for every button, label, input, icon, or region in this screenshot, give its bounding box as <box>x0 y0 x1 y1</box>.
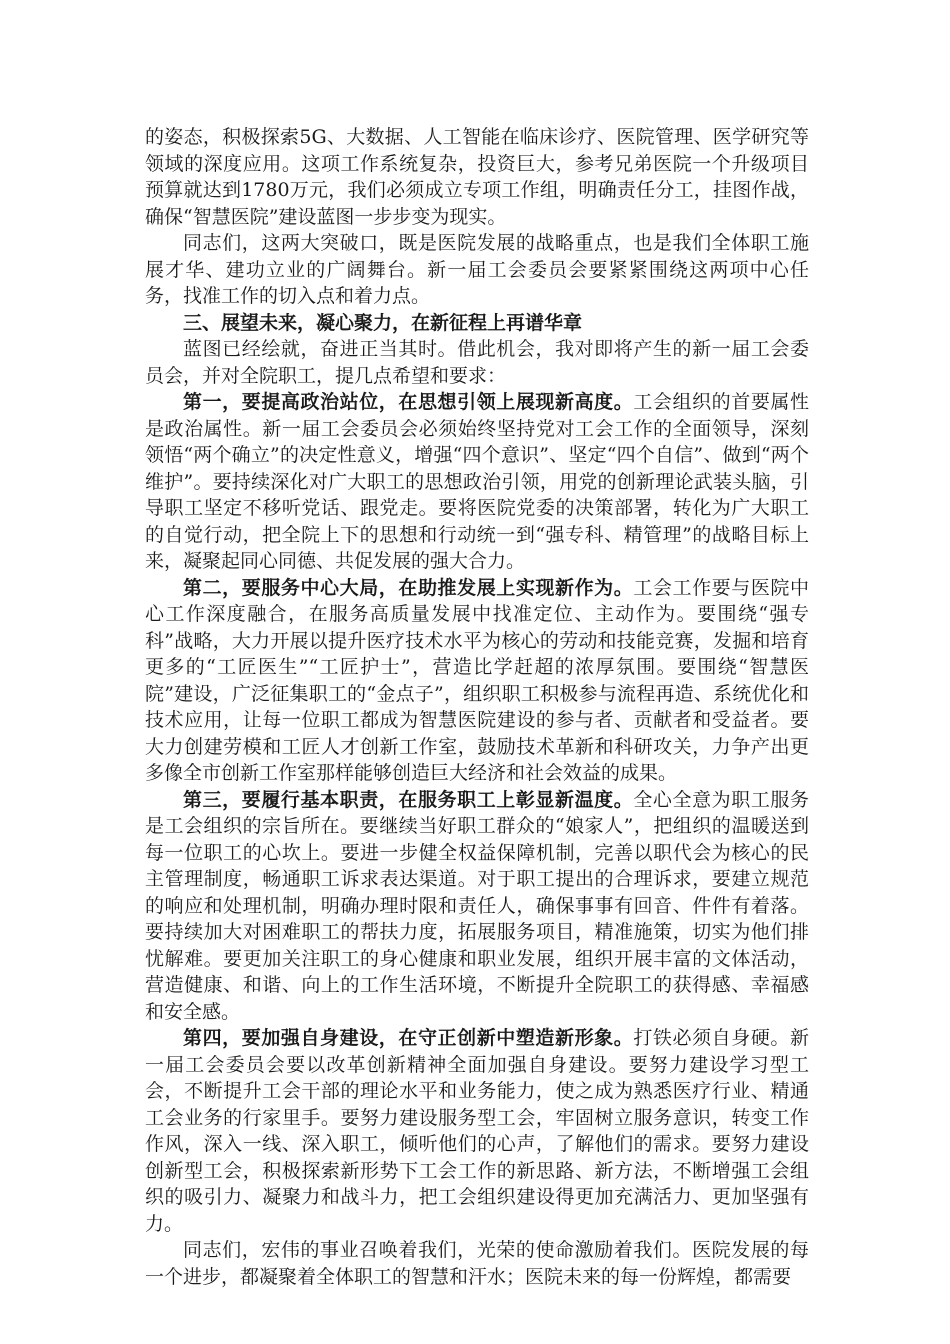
point-one-body: 工会组织的首要属性是政治属性。新一届工会委员会必须始终坚持党对工会工作的全面领导，深刻领悟“两个确立”的决定性意义，增强“四个意识”、坚定“四个自信”、做到“两个维护”。要持续深化对广大职工的思想政治引领，用党的创新理论武装头脑，引导职工坚定不移听党话、跟党走。要将医院党委的决策部署，转化为广大职工的自觉行动，把全院上下的思想和行动统一到“强专科、精管理”的战略目标上来，凝聚起同心同德、共促发展的强大合力。 <box>145 391 809 572</box>
paragraph-intro: 蓝图已经绘就，奋进正当其时。借此机会，我对即将产生的新一届工会委员会，并对全院职工，提几点希望和要求： <box>145 338 809 387</box>
point-three-lead: 第三，要履行基本职责，在服务职工上彰显新温度。 <box>183 788 634 811</box>
point-two-lead: 第二，要服务中心大局，在助推发展上实现新作为。 <box>183 576 634 599</box>
point-one-lead: 第一，要提高政治站位，在思想引领上展现新高度。 <box>183 391 634 413</box>
paragraph-point-two <box>145 575 809 787</box>
section-heading: 三、展望未来，凝心聚力，在新征程上再谱华章 <box>183 311 583 334</box>
paragraph-summary: 同志们，这两大突破口，既是医院发展的战略重点，也是我们全体职工施展才华、建功立业的广阔舞台。新一届工会委员会要紧紧围绕这两项中心任务，找准工作的切入点和着力点。 <box>145 232 809 307</box>
point-two-body: 工会工作要与医院中心工作深度融合，在服务高质量发展中找准定位、主动作为。要围绕“强专科”战略，大力开展以提升医疗技术水平为核心的劳动和技能竞赛，发掘和培育更多的“工匠医生”“工匠护士”，营造比学赶超的浓厚氛围。要围绕“智慧医院”建设，广泛征集职工的“金点子”，组织职工积极参与流程再造、系统优化和技术应用，让每一位职工都成为智慧医院建设的参与者、贡献者和受益者。要大力创建劳模和工匠人才创新工作室，鼓励技术革新和科研攻关，力争产出更多像全市创新工作室那样能够创造巨大经济和社会效益的成果。 <box>145 576 809 784</box>
paragraph-closing: 同志们，宏伟的事业召唤着我们，光荣的使命激励着我们。医院发展的每一个进步，都凝聚着全体职工的智慧和汗水；医院未来的每一份辉煌，都需要 <box>145 1239 809 1288</box>
paragraph-point-four <box>145 1025 809 1237</box>
paragraph-point-three <box>145 787 809 1026</box>
document-page <box>145 124 809 1290</box>
point-four-lead: 第四，要加强自身建设，在守正创新中塑造新形象。 <box>183 1027 634 1049</box>
paragraph-continuation: 的姿态，积极探索5G、大数据、人工智能在临床诊疗、医院管理、医学研究等领域的深度应用。这项工作系统复杂，投资巨大，参考兄弟医院一个升级项目预算就达到1780万元，我们必须成立专项工作组，明确责任分工，挂图作战，确保“智慧医院”建设蓝图一步步变为现实。 <box>145 126 809 228</box>
point-three-body: 全心全意为职工服务是工会组织的宗旨所在。要继续当好职工群众的“娘家人”，把组织的温暖送到每一位职工的心坎上。要进一步健全权益保障机制，完善以职代会为核心的民主管理制度，畅通职工诉求表达渠道。对于职工提出的合理诉求，要建立规范的响应和处理机制，明确办理时限和责任人，确保事事有回音、件件有着落。要持续加大对困难职工的帮扶力度，拓展服务项目，精准施策，切实为他们排忧解难。要更加关注职工的身心健康和职业发展，组织开展丰富的文体活动，营造健康、和谐、向上的工作生活环境，不断提升全院职工的获得感、幸福感和安全感。 <box>145 788 809 1023</box>
point-four-body: 打铁必须自身硬。新一届工会委员会要以改革创新精神全面加强自身建设。要努力建设学习型工会，不断提升工会干部的理论水平和业务能力，使之成为熟悉医疗行业、精通工会业务的行家里手。要努力建设服务型工会，牢固树立服务意识，转变工作作风，深入一线、深入职工，倾听他们的心声，了解他们的需求。要努力建设创新型工会，积极探索新形势下工会工作的新思路、新方法，不断增强工会组织的吸引力、凝聚力和战斗力，把工会组织建设得更加充满活力、更加坚强有力。 <box>145 1027 809 1235</box>
paragraph-point-one <box>145 389 809 575</box>
